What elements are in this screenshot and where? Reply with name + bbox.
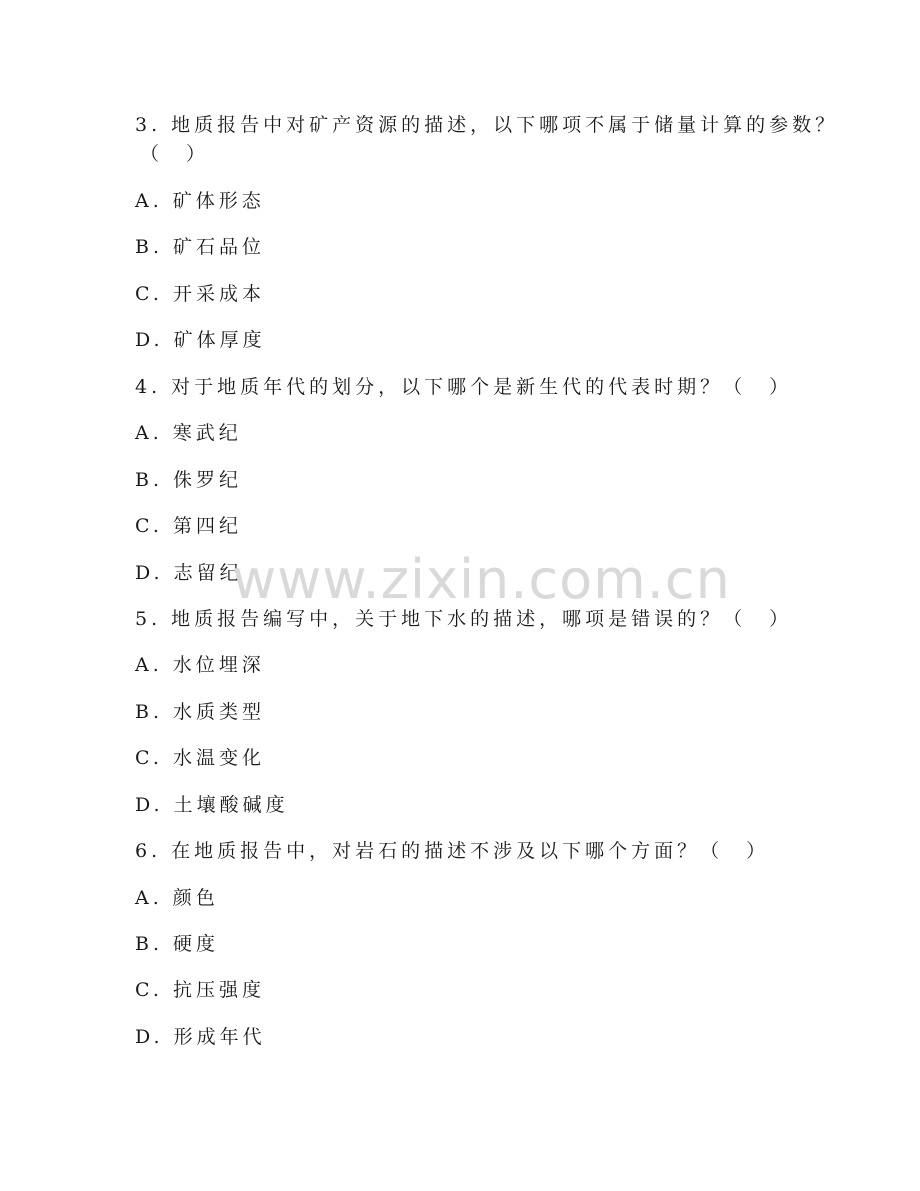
- question-3-answer-blank: （ ）: [140, 143, 210, 165]
- question-3-option-a: A. 矿体形态: [135, 190, 265, 212]
- site-watermark: www.zixin.com.cn: [232, 548, 731, 611]
- question-6-option-b: B. 硬度: [135, 933, 220, 955]
- question-3-option-d: D. 矿体厚度: [135, 329, 266, 351]
- question-4-option-b: B. 侏罗纪: [135, 469, 243, 491]
- question-5-option-d: D. 土壤酸碱度: [135, 794, 289, 816]
- question-5-option-a: A. 水位埋深: [135, 654, 265, 676]
- question-4-stem: 4. 对于地质年代的划分，以下哪个是新生代的代表时期？（ ）: [135, 376, 793, 398]
- question-3-option-c: C. 开采成本: [135, 283, 265, 305]
- question-6-option-c: C. 抗压强度: [135, 979, 265, 1001]
- question-6-stem: 6. 在地质报告中，对岩石的描述不涉及以下哪个方面？（ ）: [135, 840, 770, 862]
- question-4-option-c: C. 第四纪: [135, 515, 242, 537]
- question-4-option-d: D. 志留纪: [135, 562, 243, 584]
- question-4-option-a: A. 寒武纪: [135, 422, 242, 444]
- question-3-option-b: B. 矿石品位: [135, 236, 266, 258]
- question-6-option-d: D. 形成年代: [135, 1026, 266, 1048]
- question-6-option-a: A. 颜色: [135, 887, 219, 909]
- question-3-stem: 3. 地质报告中对矿产资源的描述，以下哪项不属于储量计算的参数？: [135, 114, 839, 136]
- question-5-option-c: C. 水温变化: [135, 747, 265, 769]
- question-5-option-b: B. 水质类型: [135, 701, 266, 723]
- question-5-stem: 5. 地质报告编写中，关于地下水的描述，哪项是错误的？（ ）: [135, 608, 793, 630]
